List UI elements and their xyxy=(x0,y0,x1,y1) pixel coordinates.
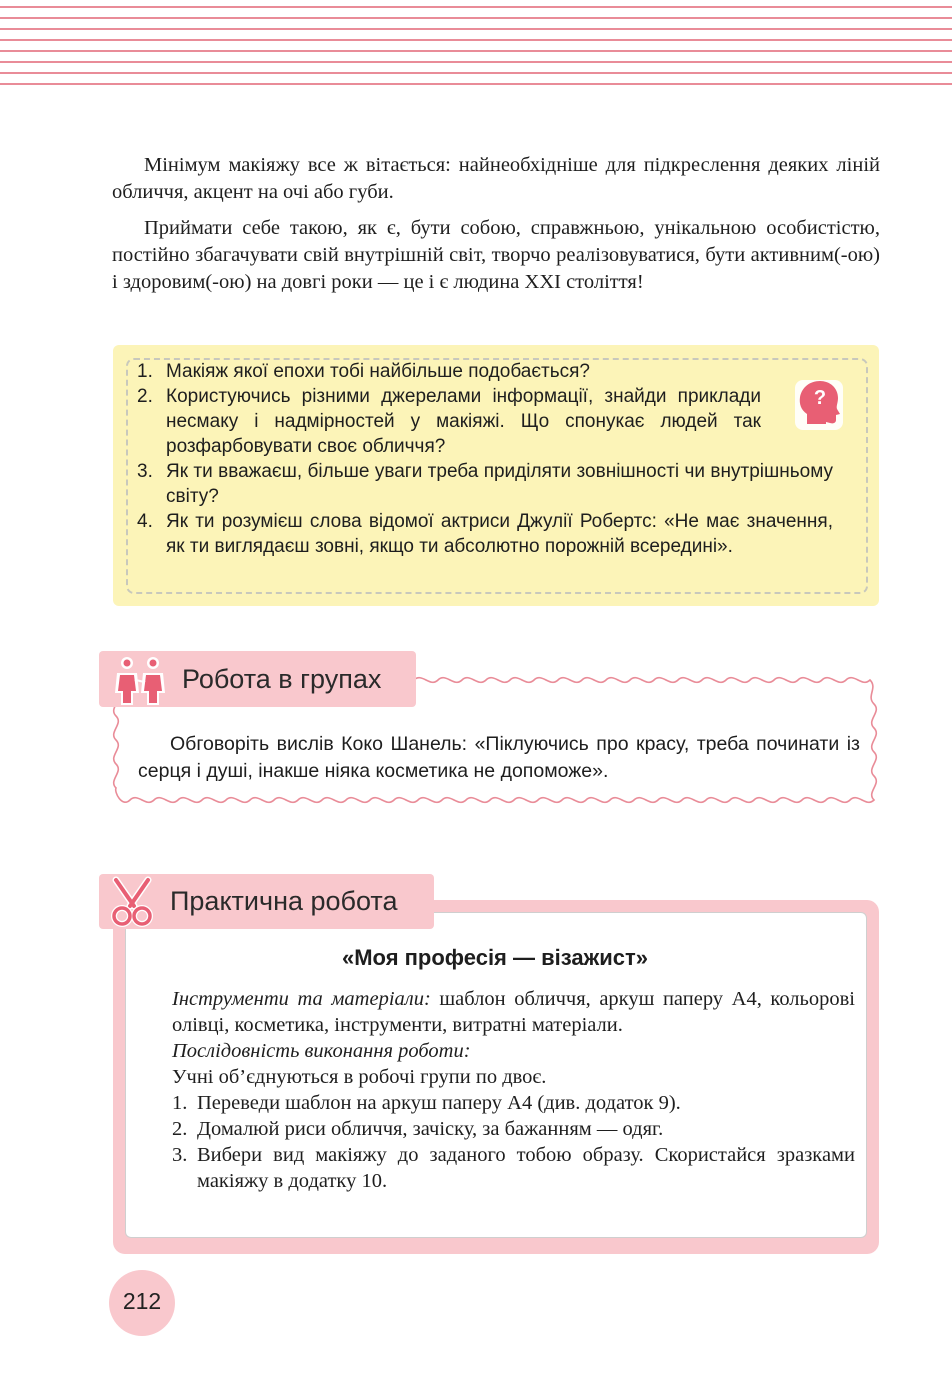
materials-text: шаблон обличчя, аркуш паперу А4, кольорові олівці, косметика, інструменти, витратні матеріали. xyxy=(172,988,855,1036)
practical-steps xyxy=(172,1090,855,1194)
question-item: 3. Як ти вважаєш, більше уваги треба приділяти зовнішності чи внутрішньому світу? xyxy=(137,461,833,507)
group-work-title: Робота в групах xyxy=(182,664,382,694)
materials-label: Інструменти та матеріали: xyxy=(172,988,431,1010)
practical-body xyxy=(172,986,855,1194)
materials-paragraph xyxy=(172,986,855,1038)
step-item: 3. Вибери вид макіяжу до заданого тобою образу. Скористайся зразками макіяжу в додатку 10. xyxy=(172,1144,855,1192)
scissors-icon xyxy=(108,876,156,928)
question-item: 1. Макіяж якої епохи тобі найбільше подобається? xyxy=(137,361,591,382)
group-work-text xyxy=(138,731,860,785)
step-item: 1. Переведи шаблон на аркуш паперу А4 (див. додаток 9). xyxy=(172,1092,681,1114)
question-item: 4. Як ти розумієш слова відомої актриси Джулії Робертс: «Не має значення, як ти виглядаєш зовні, якщо ти абсолютно порожній всередині». xyxy=(137,511,833,557)
practical-title: Практична робота xyxy=(170,886,398,916)
sequence-label: Послідовність виконання роботи: xyxy=(172,1040,471,1062)
intro-paragraph-2: Приймати себе такою, як є, бути собою, справжньою, унікальною особистістю, постійно збагачувати свій внутрішній світ, творчо реалізовуватися, бути активним(-ою) і здоровим(-ою) на довгі роки — це і є людина XXI століття! xyxy=(112,217,880,293)
questions-list xyxy=(137,359,833,559)
head-question-icon xyxy=(793,374,845,432)
questions-box xyxy=(113,345,879,606)
page-number: 212 xyxy=(122,1288,162,1314)
intro-paragraph-1: Мінімум макіяжу все ж вітається: найнеобхідніше для підкреслення деяких ліній обличчя, акцент на очі або губи. xyxy=(112,154,880,203)
svg-text:?: ? xyxy=(813,387,827,409)
practical-intro-line: Учні об’єднуються в робочі групи по двоє. xyxy=(172,1066,547,1088)
header-stripes xyxy=(0,0,952,100)
group-people-icon xyxy=(109,653,171,707)
question-item: 2. Користуючись різними джерелами інформації, знайди приклади несмаку і надмірностей у макіяжі. Що спонукає людей так розфарбовувати своє обличчя? xyxy=(137,386,761,457)
practical-heading: «Моя професія — візажист» xyxy=(341,945,649,970)
intro-text xyxy=(112,152,880,305)
group-work-paragraph: Обговоріть вислів Коко Шанель: «Піклуючись про красу, треба починати із серця і душі, інакше ніяка косметика не допоможе». xyxy=(138,733,860,782)
step-item: 2. Домалюй риси обличчя, зачіску, за бажанням — одяг. xyxy=(172,1118,664,1140)
